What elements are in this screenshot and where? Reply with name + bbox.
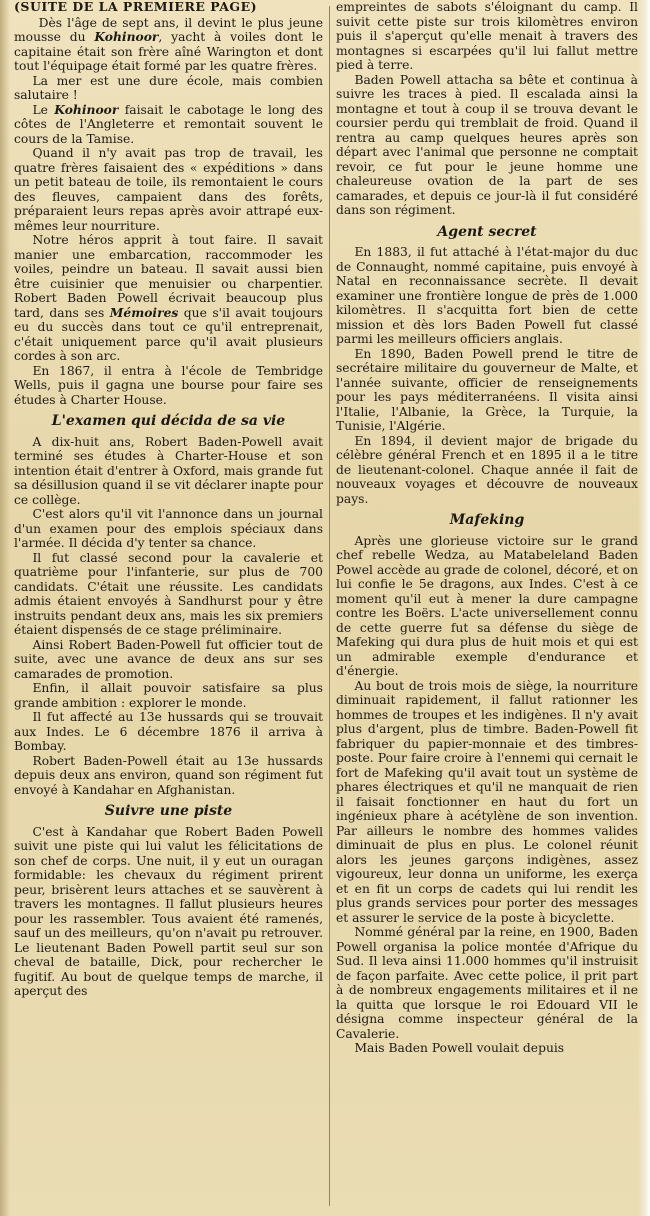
paragraph: C'est à Kandahar que Robert Baden Powell suivit une piste qui lui valut les félicitations de son chef de corps. Une nuit, il y eut un ouragan formidable: les chevaux du régiment prirent peur, brisèrent leurs attaches et se sauvèrent à travers les montagnes. Il fallut plusieurs heures pour les rassembler. Tous avaient été ramenés, sauf un des meilleurs, qu'on n'avait pu retrouver. Le lieutenant Baden Powell partit seul sur son cheval de bataille, Dick, pour rechercher le fugitif. Au bout de quelque temps de marche, il aperçut des: [14, 824, 323, 998]
paragraph: En 1867, il entra à l'école de Tembridge Wells, puis il gagna une bourse pour faire ses études à Charter House.: [14, 363, 323, 407]
left-column: [14, 0, 323, 1216]
paragraph: Nommé général par la reine, en 1900, Baden Powell organisa la police montée d'Afrique du Sud. Il leva ainsi 11.000 hommes qu'il instruisit de façon parfaite. Avec cette police, il prit part à de nombreux engagements militaires et il ne la quitta que lorsque le roi Edouard VII le désigna comme inspecteur général de la Cavalerie.: [336, 925, 638, 1041]
section-heading: Agent secret: [437, 223, 537, 240]
ship-name: Kohinoor: [94, 29, 159, 44]
paragraph: Ainsi Robert Baden-Powell fut officier tout de suite, avec une avance de deux ans sur ses camarades de promotion.: [14, 637, 323, 681]
paragraph: Il fut affecté au 13e hussards qui se trouvait aux Indes. Le 6 décembre 1876 il arriva à Bombay.: [14, 710, 323, 753]
paragraph: Robert Baden-Powell était au 13e hussards depuis deux ans environ, quand son régiment fut envoyé à Kandahar en Afghanistan.: [14, 753, 323, 797]
paper-edge-shadow: [0, 0, 10, 1216]
continuation-heading: (SUITE DE LA PREMIERE PAGE): [14, 0, 258, 14]
paragraph: Notre héros apprit à tout faire. Il savait manier une embarcation, raccommoder les voiles, peindre un bateau. Il savait aussi bien être cuisinier que menuisier ou charpentier. Robert Baden Powell écrivait beaucoup plus tard, dans ses Mémoires que s'il avait toujours eu du succès dans tout ce qu'il entreprenait, c'était uniquement parce qu'il avait plusieurs cordes à son arc.: [14, 233, 323, 363]
paragraph: Dès l'âge de sept ans, il devint le plus jeune mousse du Kohinoor, yacht à voiles dont le capitaine était son frère aîné Warington et dont tout l'équipage était formé par les quatre frères.: [14, 15, 323, 73]
memoires-title: Mémoires: [109, 304, 179, 320]
paragraph: Baden Powell attacha sa bête et continua à suivre les traces à pied. Il escalada ainsi la montagne et tout à coup il se trouva devant le coursier perdu qui tremblait de froid. Quand il rentra au camp quelques heures après son départ avec l'animal que personne ne comptait revoir, ce fut pour le jeune homme une chaleureuse ovation de la part de ses camarades, et depuis ce jour-là il fut considéré dans son régiment.: [336, 72, 638, 217]
paragraph: empreintes de sabots s'éloignant du camp. Il suivit cette piste sur trois kilomètres environ puis il s'aperçut qu'elle menait à travers des montagnes si escarpées qu'il lui fallut mettre pied à terre.: [336, 0, 638, 72]
paragraph: C'est alors qu'il vit l'annonce dans un journal d'un examen pour des emplois spéciaux dans l'armée. Il décida d'y tenter sa chance.: [14, 507, 323, 550]
paragraph: En 1883, il fut attaché à l'état-major du duc de Connaught, nommé capitaine, puis envoyé à Natal en reconnaissance secrète. Il devait examiner une frontière longue de près de 1.000 kilomètres. Il s'acquitta fort bien de cette mission et dès lors Baden Powell fut classé parmi les meilleurs officiers anglais.: [336, 245, 638, 346]
paragraph: Mais Baden Powell voulait depuis: [354, 1041, 565, 1055]
section-heading: L'examen qui décida de sa vie: [51, 413, 286, 429]
paragraph: En 1894, il devient major de brigade du célèbre général French et en 1895 il a le titre de lieutenant-colonel. Chaque année il fait de nouveaux voyages et découvre de nouveaux pays.: [336, 433, 638, 506]
paragraph: Quand il n'y avait pas trop de travail, les quatre frères faisaient des « expéditions » dans un petit bateau de toile, ils remontaient le cours des fleuves, campaient dans des forêts, préparaient leurs repas après avoir attrapé eux-mêmes leur nourriture.: [14, 146, 323, 233]
paragraph: En 1890, Baden Powell prend le titre de secrétaire militaire du gouverneur de Malte, et l'année suivante, officier de renseignements pour les pays méditerranéens. Il visita ainsi l'Italie, l'Albanie, la Grèce, la Turquie, la Tunisie, l'Algérie.: [336, 346, 638, 433]
paragraph: Au bout de trois mois de siège, la nourriture diminuait rapidement, il fallut rationner les hommes de troupes et les indigènes. Il n'y avait plus d'argent, plus de timbre. Baden-Powell fit fabriquer du papier-monnaie et des timbres-poste. Pour faire croire à l'ennemi qui cernait le fort de Mafeking qu'il avait tout un système de phares électriques et qu'il ne manquait de rien il faisait fonctionner en haut du fort un ingénieux phare à acétylène de son invention. Par ailleurs le nombre des hommes valides diminuait de plus en plus. Le colonel réunit alors les jeunes garçons indigènes, assez vigoureux, leur donna un uniforme, les exerça et en fit un corps de cadets qui lui rendit les plus grands services pour porter des messages et assurer le service de la poste à bicyclette.: [336, 678, 638, 925]
right-column: [336, 0, 638, 1216]
paragraph: Il fut classé second pour la cavalerie et quatrième pour l'infanterie, sur plus de 700 candidats. C'était une réussite. Les candidats admis étaient envoyés à Sandhurst pour y être instruits pendant deux ans, mais les six premiers étaient dispensés de ce stage préliminaire.: [14, 550, 323, 637]
paragraph: La mer est une dure école, mais combien salutaire !: [14, 73, 323, 102]
section-heading: Mafeking: [449, 512, 525, 528]
ship-name: Kohinoor: [54, 101, 119, 117]
column-rule: [329, 6, 330, 1206]
paragraph: Le Kohinoor faisait le cabotage le long des côtes de l'Angleterre et remontait souvent le cours de la Tamise.: [14, 101, 323, 146]
paragraph: A dix-huit ans, Robert Baden-Powell avait terminé ses études à Charter-House et son intention était d'entrer à Oxford, mais grande fut sa désillusion quand il se vit déclarer inapte pour ce collège.: [14, 434, 323, 507]
paragraph: Enfin, il allait pouvoir satisfaire sa plus grande ambition : explorer le monde.: [14, 681, 323, 710]
section-heading: Suivre une piste: [104, 803, 233, 819]
paragraph: Après une glorieuse victoire sur le grand chef rebelle Wedza, au Matabeleland Baden Powel accède au grade de colonel, décoré, et on lui confie le 5e dragons, aux Indes. C'est à ce moment qu'il eut à mener la dure campagne contre les Boërs. L'acte universellement connu de cette guerre fut sa défense du siège de Mafeking qui dura plus de huit mois et qui est un admirable exemple d'endurance et d'énergie.: [336, 533, 638, 678]
paper-torn-edge: [638, 0, 650, 1216]
